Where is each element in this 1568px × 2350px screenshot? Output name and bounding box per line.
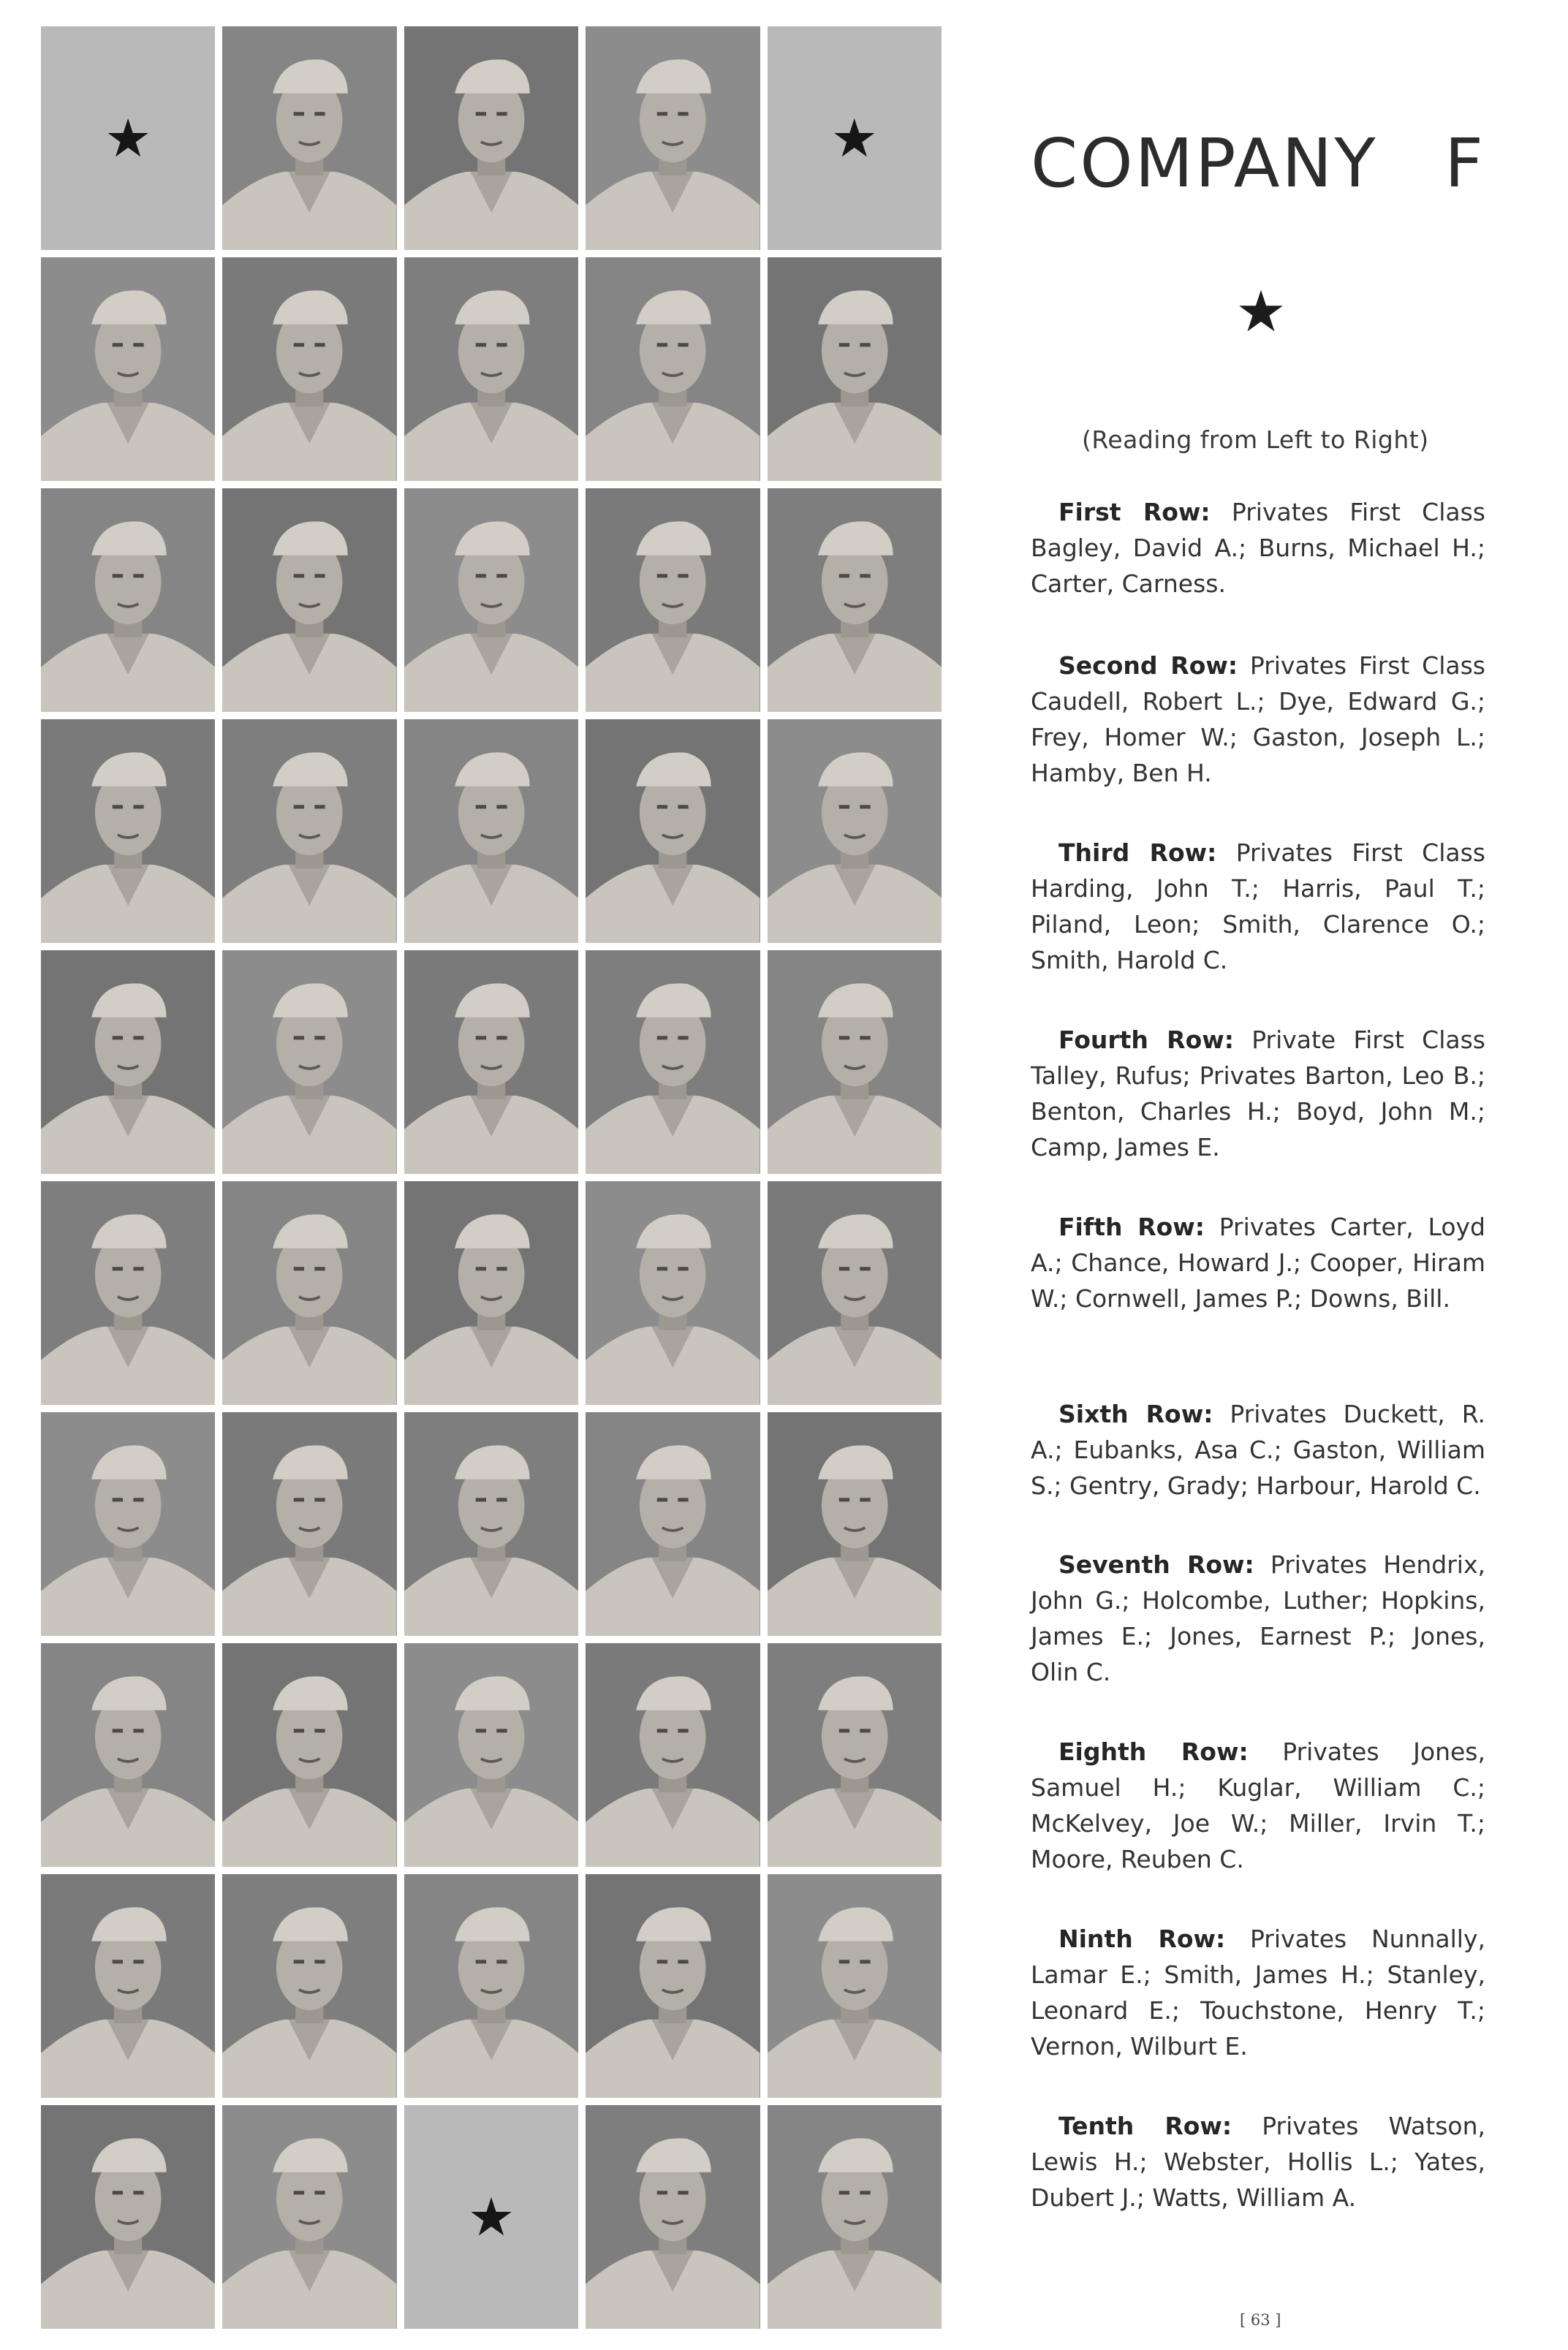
portrait-icon: [768, 2105, 942, 2329]
soldier-portrait: [768, 719, 942, 943]
roster-row-names: Privates Watson, Lewis H.; Webster, Hollis L.; Yates, Dubert J.; Watts, William A.: [1031, 2112, 1486, 2212]
roster-row-7: [1031, 1547, 1485, 1690]
soldier-portrait: [404, 719, 578, 943]
roster-row-label: Eighth Row:: [1058, 1737, 1249, 1766]
roster-row-6: [1031, 1396, 1485, 1504]
roster-row-names: Privates First Class Harding, John T.; Harris, Paul T.; Piland, Leon; Smith, Clarence O.; Smith, Harold C.: [1031, 838, 1485, 974]
portrait-icon: [222, 719, 396, 943]
soldier-portrait: [222, 1181, 396, 1405]
roster-row-10: [1031, 2108, 1485, 2216]
portrait-icon: [41, 1643, 215, 1867]
soldier-portrait: [41, 1874, 215, 2098]
roster-row-4: [1031, 1022, 1485, 1165]
soldier-portrait: [768, 488, 942, 712]
star-panel: [41, 26, 215, 250]
roster-row-label: Sixth Row:: [1058, 1400, 1213, 1428]
portrait-icon: [41, 1874, 215, 2098]
soldier-portrait: [768, 2105, 942, 2329]
portrait-icon: [404, 1412, 578, 1636]
soldier-portrait: [404, 26, 578, 250]
soldier-portrait: [41, 1643, 215, 1867]
portrait-icon: [768, 257, 942, 481]
portrait-icon: [586, 950, 760, 1174]
portrait-icon: [586, 2105, 760, 2329]
soldier-portrait: [404, 1412, 578, 1636]
soldier-portrait: [586, 950, 760, 1174]
roster-row-label: Second Row:: [1058, 651, 1238, 680]
portrait-icon: [222, 257, 396, 481]
portrait-icon: [404, 257, 578, 481]
soldier-portrait: [586, 257, 760, 481]
portrait-icon: [41, 2105, 215, 2329]
roster-row-1: [1031, 494, 1485, 602]
roster-row-label: Tenth Row:: [1058, 2112, 1232, 2140]
soldier-portrait: [768, 1181, 942, 1405]
roster-row-names: Privates Nunnally, Lamar E.; Smith, James H.; Stanley, Leonard E.; Touchstone, Henry T.; Vernon, Wilburt E.: [1031, 1925, 1485, 2061]
soldier-portrait: [768, 1643, 942, 1867]
roster-row-label: Seventh Row:: [1058, 1550, 1254, 1579]
portrait-icon: [404, 1181, 578, 1405]
portrait-icon: [768, 950, 942, 1174]
roster-row-3: [1031, 835, 1485, 978]
soldier-portrait: [586, 1412, 760, 1636]
soldier-portrait: [41, 2105, 215, 2329]
soldier-portrait: [222, 950, 396, 1174]
star-icon: ★: [467, 2186, 515, 2248]
soldier-portrait: [768, 1412, 942, 1636]
roster-row-label: Third Row:: [1058, 838, 1217, 867]
soldier-portrait: [41, 719, 215, 943]
soldier-portrait: [404, 1874, 578, 2098]
portrait-icon: [404, 26, 578, 250]
portrait-icon: [41, 1181, 215, 1405]
page-title: [1031, 124, 1485, 202]
portrait-icon: [41, 488, 215, 712]
soldier-portrait: [768, 257, 942, 481]
soldier-portrait: [404, 950, 578, 1174]
portrait-icon: [586, 1181, 760, 1405]
star-panel: [404, 2105, 578, 2329]
soldier-portrait: [586, 2105, 760, 2329]
soldier-portrait: [586, 1874, 760, 2098]
portrait-icon: [404, 719, 578, 943]
roster-row-names: Private First Class Talley, Rufus; Privates Barton, Leo B.; Benton, Charles H.; Boyd, John M.; Camp, James E.: [1031, 1026, 1485, 1161]
portrait-icon: [586, 1643, 760, 1867]
soldier-portrait: [768, 950, 942, 1174]
portrait-icon: [41, 257, 215, 481]
portrait-icon: [222, 26, 396, 250]
portrait-icon: [222, 1412, 396, 1636]
soldier-portrait: [222, 1874, 396, 2098]
star-icon: ★: [830, 107, 879, 169]
soldier-portrait: [586, 1643, 760, 1867]
portrait-icon: [586, 488, 760, 712]
roster-row-5: [1031, 1209, 1485, 1316]
soldier-portrait: [41, 257, 215, 481]
roster-row-9: [1031, 1921, 1485, 2064]
roster-row-label: Fifth Row:: [1058, 1213, 1205, 1241]
portrait-icon: [222, 2105, 396, 2329]
roster-row-label: First Row:: [1058, 498, 1211, 526]
roster-row-names: Privates Carter, Loyd A.; Chance, Howard J.; Cooper, Hiram W.; Cornwell, James P.; Downs, Bill.: [1031, 1213, 1485, 1313]
title-company-letter: F: [1444, 124, 1485, 202]
portrait-icon: [222, 1181, 396, 1405]
portrait-icon: [768, 488, 942, 712]
soldier-portrait: [404, 257, 578, 481]
star-icon: ★: [104, 107, 152, 169]
soldier-portrait: [586, 1181, 760, 1405]
soldier-portrait: [404, 1643, 578, 1867]
portrait-icon: [768, 719, 942, 943]
soldier-portrait: [222, 1643, 396, 1867]
portrait-icon: [404, 1643, 578, 1867]
portrait-icon: [41, 950, 215, 1174]
soldier-portrait: [404, 488, 578, 712]
star-panel: [768, 26, 942, 250]
title-company-word: COMPANY: [1031, 124, 1378, 202]
roster-row-label: Ninth Row:: [1058, 1925, 1226, 1953]
portrait-icon: [768, 1874, 942, 2098]
portrait-icon: [222, 1643, 396, 1867]
roster-row-names: Privates First Class Bagley, David A.; Burns, Michael H.; Carter, Carness.: [1031, 498, 1485, 598]
portrait-icon: [222, 488, 396, 712]
soldier-portrait: [222, 2105, 396, 2329]
star-icon: ★: [1235, 279, 1287, 345]
soldier-portrait: [41, 488, 215, 712]
roster-row-2: [1031, 648, 1485, 791]
portrait-icon: [404, 1874, 578, 2098]
page-number: [ 63 ]: [1240, 2311, 1281, 2329]
soldier-portrait: [222, 488, 396, 712]
portrait-icon: [586, 257, 760, 481]
portrait-icon: [586, 1874, 760, 2098]
soldier-portrait: [586, 26, 760, 250]
roster-row-names: Privates Hendrix, John G.; Holcombe, Luther; Hopkins, James E.; Jones, Earnest P.; Jones, Olin C.: [1031, 1550, 1485, 1686]
portrait-icon: [586, 26, 760, 250]
caption-column: [1031, 0, 1485, 2350]
soldier-portrait: [41, 1412, 215, 1636]
portrait-icon: [41, 1412, 215, 1636]
portrait-grid: [41, 26, 942, 2329]
portrait-icon: [586, 719, 760, 943]
soldier-portrait: [222, 1412, 396, 1636]
roster-row-8: [1031, 1734, 1485, 1877]
roster-row-names: Privates First Class Caudell, Robert L.; Dye, Edward G.; Frey, Homer W.; Gaston, Joseph L.; Hamby, Ben H.: [1031, 651, 1485, 787]
portrait-icon: [222, 950, 396, 1174]
portrait-icon: [768, 1643, 942, 1867]
portrait-icon: [404, 950, 578, 1174]
soldier-portrait: [586, 488, 760, 712]
roster-row-names: Privates Duckett, R. A.; Eubanks, Asa C.; Gaston, William S.; Gentry, Grady; Harbour, Harold C.: [1031, 1400, 1485, 1500]
portrait-icon: [586, 1412, 760, 1636]
portrait-icon: [404, 488, 578, 712]
soldier-portrait: [222, 257, 396, 481]
soldier-portrait: [222, 26, 396, 250]
portrait-icon: [41, 719, 215, 943]
soldier-portrait: [404, 1181, 578, 1405]
soldier-portrait: [41, 1181, 215, 1405]
roster-row-names: Privates Jones, Samuel H.; Kuglar, William C.; McKelvey, Joe W.; Miller, Irvin T.; Moore, Reuben C.: [1031, 1737, 1485, 1873]
soldier-portrait: [768, 1874, 942, 2098]
reading-direction-note: (Reading from Left to Right): [1082, 425, 1429, 454]
portrait-icon: [768, 1412, 942, 1636]
portrait-icon: [768, 1181, 942, 1405]
roster-row-label: Fourth Row:: [1058, 1026, 1234, 1054]
soldier-portrait: [41, 950, 215, 1174]
soldier-portrait: [222, 719, 396, 943]
portrait-icon: [222, 1874, 396, 2098]
soldier-portrait: [586, 719, 760, 943]
